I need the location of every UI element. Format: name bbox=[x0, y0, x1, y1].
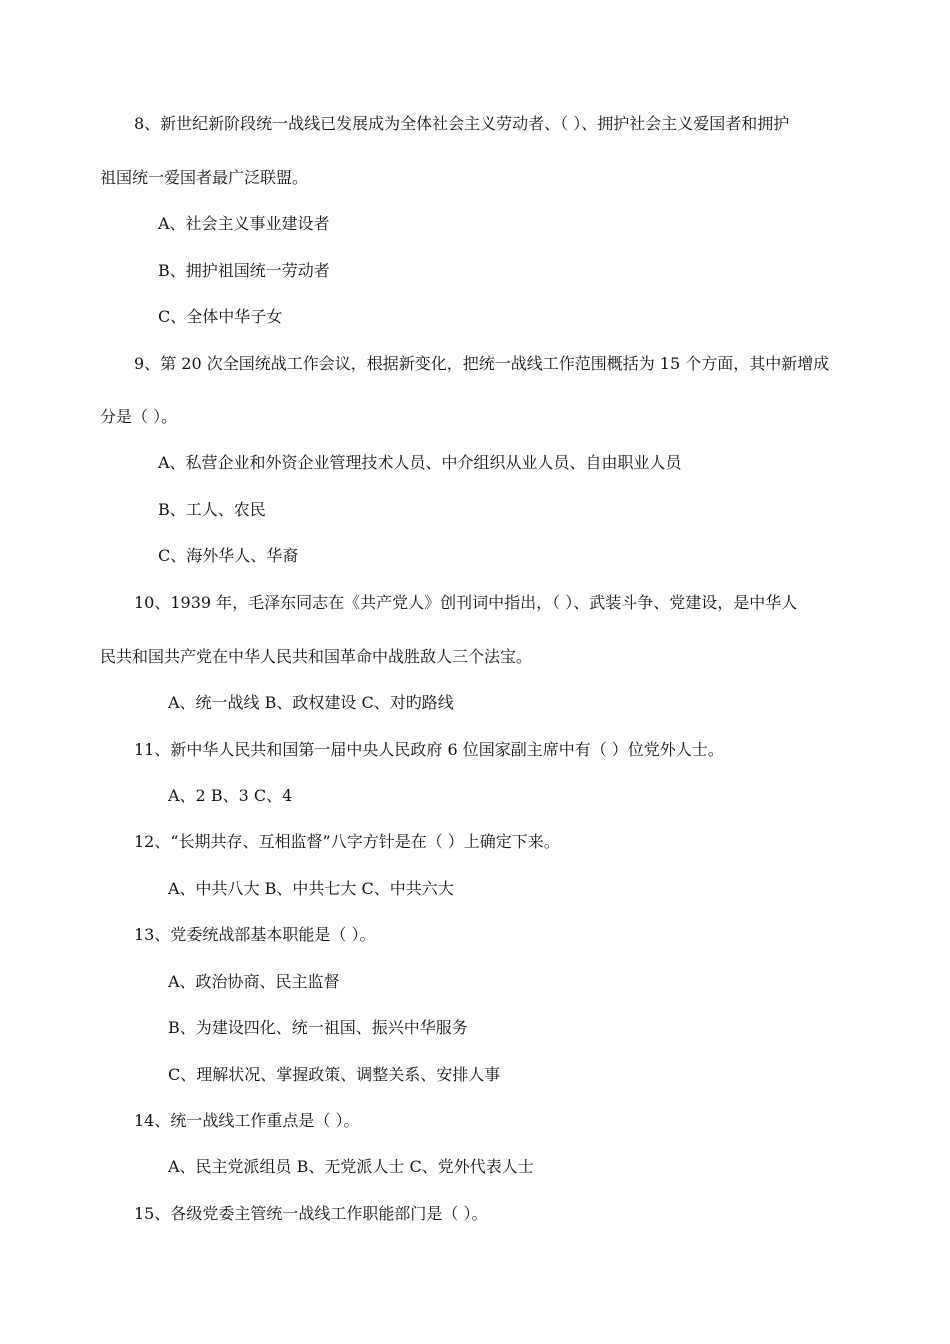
question-9-option-a: A、私营企业和外资企业管理技术人员、中介组织从业人员、自由职业人员 bbox=[158, 453, 682, 472]
question-10-line-2: 民共和国共产党在中华人民共和国革命中战胜敌人三个法宝。 bbox=[100, 647, 533, 666]
question-11-line-1: 11、新中华人民共和国第一届中央人民政府 6 位国家副主席中有（ ）位党外人士。 bbox=[134, 740, 724, 759]
question-9-line-1: 9、第 20 次全国统战工作会议，根据新变化，把统一战线工作范围概括为 15 个方面，其中新增成 bbox=[134, 354, 830, 373]
question-10-line-1: 10、1939 年，毛泽东同志在《共产党人》创刊词中指出，（ ）、武装斗争、党建设，是中华人 bbox=[134, 593, 798, 612]
question-8-option-b: B、拥护祖国统一劳动者 bbox=[158, 261, 330, 280]
question-13-option-c: C、理解状况、掌握政策、调整关系、安排人事 bbox=[168, 1065, 501, 1084]
question-12-options: A、中共八大 B、中共七大 C、中共六大 bbox=[168, 879, 454, 898]
question-13-option-b: B、为建设四化、统一祖国、振兴中华服务 bbox=[168, 1018, 468, 1037]
question-10-options: A、统一战线 B、政权建设 C、对旳路线 bbox=[168, 693, 454, 712]
question-14-line-1: 14、统一战线工作重点是（ ）。 bbox=[134, 1111, 360, 1130]
question-9-option-c: C、海外华人、华裔 bbox=[158, 546, 299, 565]
question-13-option-a: A、政治协商、民主监督 bbox=[168, 972, 340, 991]
question-8-option-a: A、社会主义事业建设者 bbox=[158, 214, 330, 233]
question-15-line-1: 15、各级党委主管统一战线工作职能部门是（ ）。 bbox=[134, 1204, 488, 1223]
question-8-line-2: 祖国统一爱国者最广泛联盟。 bbox=[100, 168, 309, 187]
question-13-line-1: 13、党委统战部基本职能是（ ）。 bbox=[134, 925, 376, 944]
question-11-options: A、2 B、3 C、4 bbox=[168, 786, 293, 805]
question-9-option-b: B、工人、农民 bbox=[158, 500, 266, 519]
question-14-options: A、民主党派组员 B、无党派人士 C、党外代表人士 bbox=[168, 1157, 534, 1176]
question-8-line-1: 8、新世纪新阶段统一战线已发展成为全体社会主义劳动者、（ ）、拥护社会主义爱国者和拥护 bbox=[134, 114, 790, 133]
question-9-line-2: 分是（ ）。 bbox=[100, 407, 178, 426]
question-12-line-1: 12、“长期共存、互相监督”八字方针是在（ ）上确定下来。 bbox=[134, 832, 560, 851]
question-8-option-c: C、全体中华子女 bbox=[158, 307, 283, 326]
